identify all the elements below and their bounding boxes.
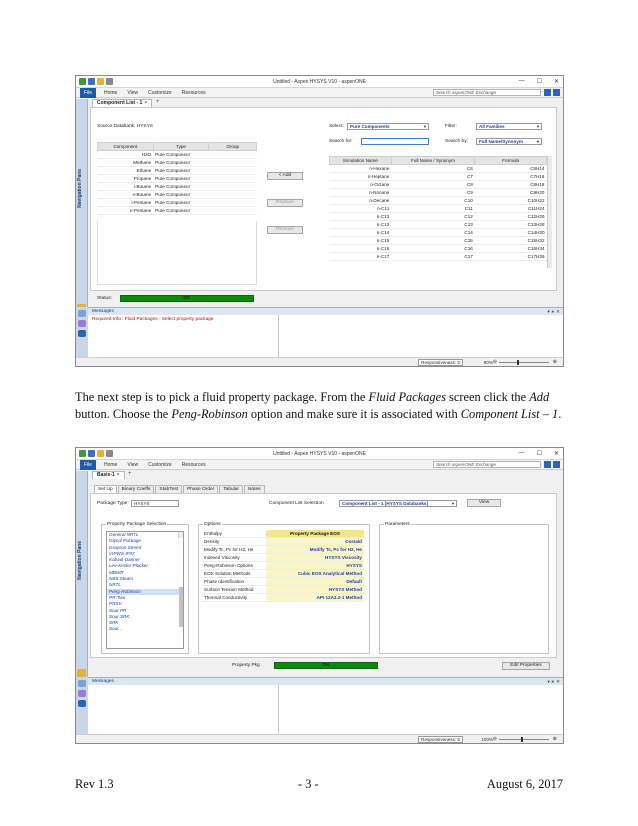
zoom-level: 90%: [483, 360, 493, 365]
tab-stabtest[interactable]: StabTest: [155, 485, 182, 493]
tab-customize[interactable]: Customize: [148, 462, 172, 468]
table-row[interactable]: i-Pentane Pure Component: [98, 199, 257, 207]
exchange-search-input[interactable]: Search aspenONE Exchange: [433, 89, 541, 96]
peng-robinson-term: Peng-Robinson: [171, 407, 248, 421]
tab-home[interactable]: Home: [104, 462, 118, 468]
footer-page-number: - 3 -: [298, 777, 319, 791]
messages-divider[interactable]: [278, 685, 279, 735]
file-tab[interactable]: File: [80, 460, 96, 470]
list-item[interactable]: PR-Twu: [109, 594, 126, 600]
instruction-paragraph: The next step is to pick a fluid property package. From the Fluid Packages screen click the Add button. Choose the Peng-Robinson option and make sure it is associated with Component List – 1.: [75, 390, 562, 421]
zoom-out-icon[interactable]: ⊖: [492, 736, 497, 742]
pin-close-icons[interactable]: ▾ ∗ ✕: [547, 309, 560, 314]
tab-tabular[interactable]: Tabular: [219, 485, 243, 493]
navigation-pane-label: Navigation Pane: [77, 541, 83, 580]
add-button[interactable]: < Add: [267, 172, 303, 180]
options-group: [198, 524, 370, 654]
footer-revision: Rev 1.3: [75, 777, 114, 791]
list-item[interactable]: MBWR: [109, 569, 124, 575]
list-item[interactable]: Grayson Streed: [109, 544, 142, 550]
list-item[interactable]: Glycol Package: [109, 538, 141, 544]
message-side-icons: [76, 677, 88, 735]
table-row[interactable]: Indexed Viscosity HYSYS Viscosity: [204, 555, 362, 561]
table-row[interactable]: Enthalpy Property Package EOS: [202, 530, 364, 538]
tab-component-list[interactable]: Component List - 1 ×: [92, 99, 152, 107]
chevron-down-icon: ▼: [423, 124, 427, 129]
tab-notes[interactable]: Notes: [244, 485, 265, 493]
zoom-slider-knob[interactable]: [517, 360, 519, 365]
maximize-icon[interactable]: ☐: [536, 451, 542, 457]
status-row: [90, 294, 557, 304]
column-header-full-name[interactable]: Full Name / Synonym: [391, 157, 475, 165]
search-icon[interactable]: [544, 461, 551, 468]
ribbon-tabs: [104, 462, 206, 468]
zoom-out-icon[interactable]: ⊖: [492, 359, 497, 365]
tab-resources[interactable]: Resources: [181, 462, 206, 468]
search-by-label: Search by:: [445, 139, 468, 144]
status-label: Status:: [97, 296, 112, 301]
help-icon[interactable]: [553, 89, 560, 96]
list-item[interactable]: Sour SRK: [109, 613, 130, 619]
ribbon: [76, 460, 563, 470]
component-list-form: [90, 107, 557, 291]
zoom-in-icon[interactable]: ⊕: [552, 736, 557, 742]
edit-properties-button[interactable]: Edit Properties: [502, 662, 550, 670]
list-item[interactable]: Lee-Kesler-Plocker: [109, 563, 148, 569]
tab-view[interactable]: View: [127, 462, 139, 468]
property-pkg-label: Property Pkg: [232, 663, 260, 668]
list-item[interactable]: Kabadi-Danner: [109, 557, 140, 563]
help-icons: [544, 461, 560, 468]
column-header-simulation-name[interactable]: Simulation Name: [330, 157, 392, 165]
list-item[interactable]: Sour PR: [109, 607, 127, 613]
messages-divider[interactable]: [278, 315, 279, 357]
minimize-icon[interactable]: —: [518, 78, 525, 84]
footer-date: August 6, 2017: [486, 777, 563, 791]
list-item[interactable]: NBS Steam: [109, 576, 133, 582]
add-term: Add: [529, 390, 550, 404]
window-controls: [519, 78, 559, 85]
table-row[interactable]: Thermal Conductivity API 12A3.2-1 Method: [204, 594, 362, 600]
property-pkg-ok-bar: OK: [274, 662, 378, 669]
chevron-down-icon: ▼: [536, 139, 540, 144]
table-row[interactable]: n-C14 C14 C14H30: [330, 229, 547, 237]
add-tab-icon[interactable]: +: [128, 471, 132, 477]
available-components-table: [329, 156, 547, 261]
navigation-icons: [77, 669, 86, 677]
column-header-formula[interactable]: Formula: [475, 157, 547, 165]
close-tab-icon[interactable]: ×: [116, 472, 120, 478]
table-row[interactable]: n-Hexane C6 C6H14: [330, 165, 547, 173]
drop-icon[interactable]: [78, 330, 86, 337]
close-tab-icon[interactable]: ×: [144, 100, 148, 106]
tools-icon[interactable]: [78, 320, 86, 327]
table-row[interactable]: Phase Identification Default: [204, 578, 362, 584]
table-row[interactable]: n-C13 C13 C13H28: [330, 221, 547, 229]
ribbon: [76, 88, 563, 98]
status-bar: [76, 357, 563, 366]
fluid-package-form: [90, 493, 557, 658]
minimize-icon[interactable]: —: [518, 450, 525, 456]
replace-button[interactable]: Replace: [267, 199, 303, 207]
add-tab-icon[interactable]: +: [156, 99, 160, 105]
property-pkg-status-row: [90, 661, 557, 671]
table-row[interactable]: i-Butane Pure Component: [98, 183, 257, 191]
messages-header: Messages ▾ ∗ ✕: [88, 308, 563, 315]
title-bar: [76, 448, 563, 460]
messages-header: Messages ▾ ∗ ✕: [88, 678, 563, 685]
settings-icon[interactable]: [78, 680, 86, 687]
table-row[interactable]: Density Costald: [204, 539, 362, 545]
column-header-component[interactable]: Component: [98, 143, 154, 151]
tab-home[interactable]: Home: [104, 90, 118, 96]
selected-components-empty-area: [97, 221, 257, 285]
component-list-selection-label: Component List Selection: [269, 501, 324, 506]
component-list-combo[interactable]: Component List - 1 [HYSYS Databanks] ▼: [339, 500, 457, 507]
table-row[interactable]: Peng-Robinson Options HYSYS: [204, 563, 362, 568]
table-row[interactable]: n-Heptane C7 C7H16: [330, 173, 547, 181]
maximize-icon[interactable]: ☐: [536, 79, 542, 85]
file-tab[interactable]: File: [80, 88, 96, 98]
list-item[interactable]: PRSV: [109, 601, 122, 607]
tab-resources[interactable]: Resources: [181, 90, 206, 96]
table-row[interactable]: n-Pentane Pure Component: [98, 207, 257, 215]
zoom-slider-knob[interactable]: [521, 737, 523, 742]
close-icon[interactable]: ✕: [553, 79, 559, 85]
search-for-input[interactable]: [361, 138, 429, 145]
column-header-type[interactable]: Type: [153, 143, 209, 151]
search-for-label: Search for:: [329, 139, 353, 144]
basis-subtabs: [94, 485, 266, 493]
list-item[interactable]: SRK: [109, 620, 119, 626]
table-row[interactable]: H2O Pure Component: [98, 151, 257, 159]
zoom-in-icon[interactable]: ⊕: [552, 359, 557, 365]
responsiveness-indicator[interactable]: Responsiveness: 5: [418, 359, 463, 366]
properties-icon[interactable]: [77, 669, 86, 677]
column-header-group[interactable]: Group: [209, 143, 257, 151]
messages-pane: [88, 307, 563, 357]
table-row[interactable]: n-Decane C10 C10H22: [330, 197, 547, 205]
title-bar: [76, 76, 563, 88]
list-item[interactable]: Sour...: [109, 626, 123, 632]
remove-button[interactable]: Remove: [267, 226, 303, 234]
window-title: Untitled - Aspen HYSYS V10 - aspenONE: [273, 451, 366, 457]
messages-pane: [88, 677, 563, 735]
ribbon-tabs: [104, 90, 206, 96]
navigation-pane[interactable]: [76, 471, 88, 679]
component-list-term: Component List – 1: [460, 407, 559, 421]
property-package-selection-group: [101, 524, 189, 654]
select-label: Select:: [329, 124, 344, 129]
property-package-selection-label: Property Package Selection: [107, 522, 167, 527]
drop-icon[interactable]: [78, 700, 86, 707]
list-item[interactable]: General NRTL: [109, 532, 139, 537]
hysys-screenshot-component-list: [75, 75, 564, 367]
table-row[interactable]: n-C11 C11 C11H24: [330, 205, 547, 213]
table-row[interactable]: Methane Pure Component: [98, 159, 257, 167]
chevron-down-icon: ▼: [451, 501, 455, 506]
tools-icon[interactable]: [78, 690, 86, 697]
zoom-slider[interactable]: [499, 739, 549, 740]
package-type-label: Package Type:: [97, 501, 129, 506]
search-icon[interactable]: [544, 89, 551, 96]
table-row[interactable]: n-C15 C15 C15H32: [330, 237, 547, 245]
list-scrollbar[interactable]: [178, 532, 183, 538]
table-row[interactable]: n-Butane Pure Component: [98, 191, 257, 199]
tab-customize[interactable]: Customize: [148, 90, 172, 96]
responsiveness-indicator[interactable]: Responsiveness: 5: [418, 736, 463, 743]
table-row[interactable]: Surface Tension Method HYSYS Method: [204, 586, 362, 592]
status-ok-bar: OK: [120, 295, 254, 302]
filter-label: Filter:: [445, 124, 457, 129]
close-icon[interactable]: ✕: [553, 451, 559, 457]
property-package-list[interactable]: [106, 531, 184, 649]
selected-components-table: [97, 142, 257, 215]
list-item[interactable]: IAPWS-IF97: [109, 550, 135, 556]
tab-binary-coeffs[interactable]: Binary Coeffs: [118, 485, 155, 493]
fluid-packages-term: Fluid Packages: [368, 390, 446, 404]
window-title: Untitled - Aspen HYSYS V10 - aspenONE: [273, 79, 366, 85]
chevron-down-icon: ▼: [536, 124, 540, 129]
table-row[interactable]: n-C16 C16 C16H34: [330, 245, 547, 253]
hysys-screenshot-fluid-package: [75, 447, 564, 744]
select-combo[interactable]: Pure Components ▼: [347, 123, 429, 130]
window-controls: [519, 450, 559, 457]
pin-close-icons[interactable]: ▾ ∗ ✕: [547, 679, 560, 684]
table-row[interactable]: Propane Pure Component: [98, 175, 257, 183]
tab-set-up[interactable]: Set Up: [94, 485, 117, 493]
parameters-label: Parameters: [385, 522, 410, 527]
options-table: [202, 530, 364, 602]
navigation-pane-label: Navigation Pane: [77, 169, 83, 208]
list-item[interactable]: NRTL: [109, 582, 121, 588]
list-item-selected[interactable]: Peng-Robinson: [107, 589, 183, 595]
tab-phase-order[interactable]: Phase Order: [183, 485, 218, 493]
filter-combo[interactable]: All Families ▼: [476, 123, 542, 130]
exchange-search-input[interactable]: Search aspenONE Exchange: [433, 461, 541, 468]
search-by-combo[interactable]: Full Name/Synonym ▼: [476, 138, 542, 145]
message-text: Required Info : Fluid Packages - Select property package: [92, 317, 214, 322]
zoom-level: 100%: [481, 737, 493, 742]
message-side-icons: [76, 307, 88, 357]
tab-basis[interactable]: Basis-1 ×: [92, 471, 125, 479]
help-icons: [544, 89, 560, 96]
table-row[interactable]: n-Octane C8 C8H18: [330, 181, 547, 189]
table-row[interactable]: n-C17 C17 C17H36: [330, 253, 547, 261]
package-type-field: HYSYS: [131, 500, 179, 507]
options-label: Options: [204, 522, 221, 527]
tab-view[interactable]: View: [127, 90, 139, 96]
view-button[interactable]: View: [467, 499, 501, 507]
status-bar: [76, 734, 563, 743]
table-row[interactable]: Modify Tc, Pc for H2, He Modify Tc, Pc for H2, He: [204, 547, 362, 553]
zoom-slider[interactable]: [499, 362, 549, 363]
help-icon[interactable]: [553, 461, 560, 468]
parameters-group: [379, 524, 549, 654]
table-row[interactable]: Ethane Pure Component: [98, 167, 257, 175]
table-row[interactable]: n-Nonane C9 C9H20: [330, 189, 547, 197]
settings-icon[interactable]: [78, 310, 86, 317]
source-databank-label: Source Databank: HYSYS: [97, 124, 153, 129]
list-scrollbar-thumb[interactable]: [179, 587, 183, 627]
table-row[interactable]: n-C12 C12 C12H26: [330, 213, 547, 221]
table-row[interactable]: EOS Solution Methods Cubic EOS Analytical Method: [204, 570, 362, 576]
available-scrollbar[interactable]: [547, 156, 552, 268]
navigation-pane[interactable]: [76, 99, 88, 314]
